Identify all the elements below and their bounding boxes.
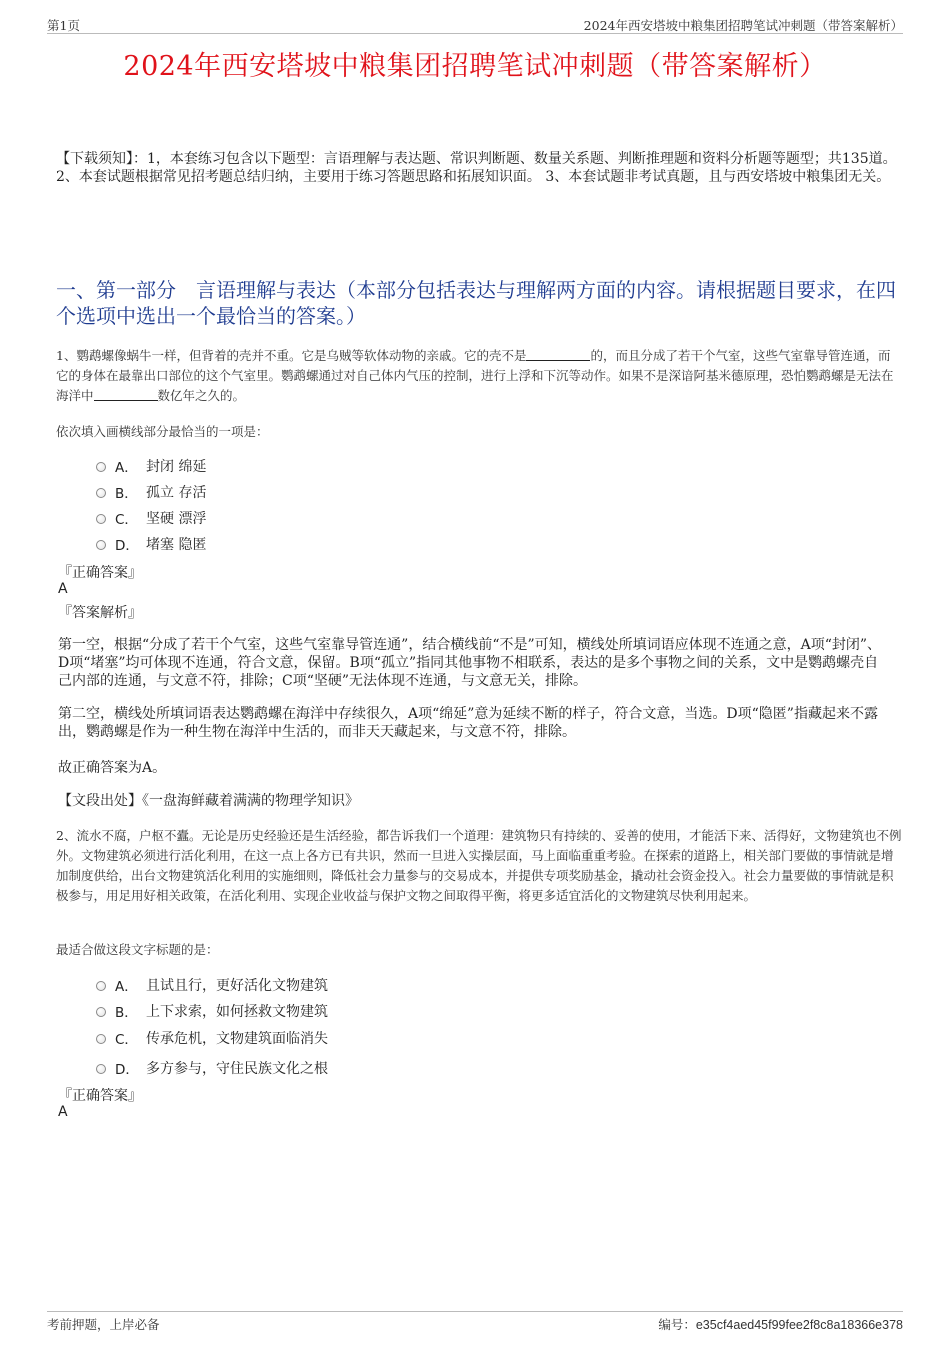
question-1-source: 【文段出处】《一盘海鲜藏着满满的物理学知识》 xyxy=(58,793,359,809)
fill-blank-2 xyxy=(94,388,158,401)
question-1-answer-label: 『正确答案』 xyxy=(58,565,142,581)
page-footer xyxy=(47,1311,903,1333)
analysis-paragraph-2: 第二空，横线处所填词语表达鹦鹉螺在海洋中存续很久，A项“绵延”意为延续不断的样子，符合文意，当选。D项“隐匿”指藏起来不露出，鹦鹉螺是作为一种生物在海洋中生活的，而非天天藏起来，与文意不符，排除。 xyxy=(58,706,878,740)
question-2-text: 2、流水不腐，户枢不蠹。无论是历史经验还是生活经验，都告诉我们一个道理：建筑物只有持续的、妥善的使用，才能活下来、活得好，文物建筑也不例外。文物建筑必须进行活化利用，在这一点上各方已有共识，然而一旦进入实操层面，马上面临重重考验。在探索的道路上，相关部门要做的事情就是增加制度供给，出台文物建筑活化利用的实施细则，降低社会力量参与的交易成本，并提供专项奖励基金，撬动社会资金投入。社会力量要做的事情就是积极参与，用足用好相关政策，在活化利用、实现企业收益与保护文物之间取得平衡，将更多适宜活化的文物建筑尽快利用起来。 xyxy=(56,828,902,903)
option-text: 封闭 绵延 xyxy=(146,459,207,475)
option-text: 且试且行，更好活化文物建筑 xyxy=(146,978,328,994)
radio-button-icon[interactable] xyxy=(96,462,106,472)
radio-button-icon[interactable] xyxy=(96,1064,106,1074)
download-notice: 【下载须知】：1，本套练习包含以下题型：言语理解与表达题、常识判断题、数量关系题、判断推理题和资料分析题等题型；共135道。 2、本套试题根据常见招考题总结归纳，主要用于练习答题思路和拓展知识面。 3、本套试题非考试真题，且与西安塔坡中粮集团无关。 xyxy=(56,151,897,185)
document-id: 编号：e35cf4aed45f99fee2f8c8a18366e378 xyxy=(658,1318,903,1332)
radio-button-icon[interactable] xyxy=(96,981,106,991)
option-letter: A． xyxy=(115,979,138,995)
option-text: 孤立 存活 xyxy=(146,485,207,501)
option-text: 坚硬 漂浮 xyxy=(146,511,207,527)
question-1-text xyxy=(56,346,902,406)
question-1-text-part-c: 数亿年之久的。 xyxy=(157,388,246,403)
analysis-conclusion: 故正确答案为A。 xyxy=(58,760,167,776)
page-header xyxy=(47,14,903,34)
question-1-stem: 依次填入画横线部分最恰当的一项是： xyxy=(56,424,269,439)
option-text: 堵塞 隐匿 xyxy=(146,537,207,553)
option-letter: B． xyxy=(115,486,138,502)
question-1-answer: A xyxy=(58,581,68,597)
section-heading: 一、第一部分 言语理解与表达（本部分包括表达与理解两方面的内容。请根据题目要求，在四个选项中选出一个最恰当的答案。） xyxy=(56,278,896,328)
page-number: 第1页 xyxy=(47,18,80,33)
radio-button-icon[interactable] xyxy=(96,488,106,498)
document-title: 2024年西安塔坡中粮集团招聘笔试冲刺题（带答案解析） xyxy=(123,51,827,82)
question-2-answer: A xyxy=(58,1104,68,1120)
question-2-answer-label: 『正确答案』 xyxy=(58,1088,142,1104)
question-1-text-part-b: 的，而且分成了若干个气室，这些气室靠导管连通，而它的身体在最靠出口部位的这个气室里。鹦鹉螺通过对自己体内气压的控制，进行上浮和下沉等动作。如果不是深谙阿基米德原理，恐怕鹦鹉螺是无法在海洋中 xyxy=(56,348,894,403)
footer-slogan: 考前押题，上岸必备 xyxy=(47,1317,160,1332)
option-text: 多方参与，守住民族文化之根 xyxy=(146,1061,328,1077)
option-letter: D． xyxy=(115,538,139,554)
radio-button-icon[interactable] xyxy=(96,1007,106,1017)
radio-button-icon[interactable] xyxy=(96,1034,106,1044)
analysis-paragraph-1: 第一空，根据“分成了若干个气室，这些气室靠导管连通”，结合横线前“不是”可知，横线处所填词语应体现不连通之意，A项“封闭”、D项“堵塞”均可体现不连通，符合文意，保留。B项“孤立”指同其他事物不相联系，表达的是多个事物之间的关系，文中是鹦鹉螺壳自己内部的连通，与文意不符，排除；C项“坚硬”无法体现不连通，与文意无关，排除。 xyxy=(58,637,882,689)
option-text: 传承危机，文物建筑面临消失 xyxy=(146,1031,328,1047)
question-1-analysis-label: 『答案解析』 xyxy=(58,605,142,621)
header-title: 2024年西安塔坡中粮集团招聘笔试冲刺题（带答案解析） xyxy=(583,18,903,33)
option-letter: C． xyxy=(115,512,138,528)
radio-button-icon[interactable] xyxy=(96,540,106,550)
option-letter: B． xyxy=(115,1005,138,1021)
option-text: 上下求索，如何拯救文物建筑 xyxy=(146,1004,328,1020)
question-2-stem: 最适合做这段文字标题的是： xyxy=(56,942,219,957)
option-letter: C． xyxy=(115,1032,138,1048)
question-1-text-part-a: 1、鹦鹉螺像蜗牛一样，但背着的壳并不重。它是乌贼等软体动物的亲戚。它的壳不是 xyxy=(56,348,527,363)
option-letter: A． xyxy=(115,460,138,476)
fill-blank-1 xyxy=(526,348,590,361)
option-letter: D． xyxy=(115,1062,139,1078)
radio-button-icon[interactable] xyxy=(96,514,106,524)
